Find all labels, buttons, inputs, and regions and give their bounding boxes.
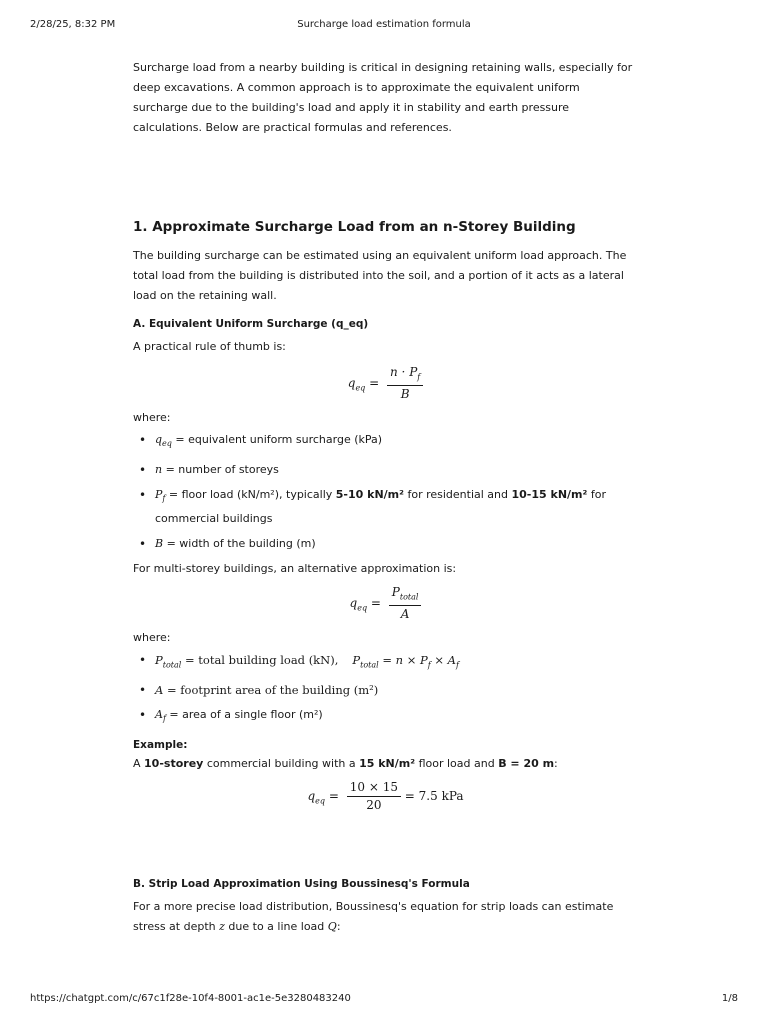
list-item: • A = footprint area of the building (m²) xyxy=(133,680,638,700)
where-label-1: where: xyxy=(133,411,171,425)
page-number: 1/8 xyxy=(721,993,738,1004)
list-item: • $A_f$ = area of a single floor (m²) xyxy=(133,705,638,729)
rule-of-thumb-text: A practical rule of thumb is: xyxy=(133,340,286,353)
equation-2: $q_{eq}$ = $\frac{P_{total}}{A}$ xyxy=(133,585,638,622)
list-item: • $q_{eq}$ = equivalent uniform surcharge (kPa) xyxy=(133,430,638,454)
variable-list-2 xyxy=(133,650,638,729)
section-1-paragraph: The building surcharge can be estimated using an equivalent uniform load approach. The total load from the building is distributed into the soil, and a portion of it acts as a lateral load on the retaining wall. xyxy=(133,249,627,302)
eq2-fraction: $\frac{P_{total}}{A}$ xyxy=(389,585,422,622)
print-url: https://chatgpt.com/c/67c1f28e-10f4-8001-ac1e-5e3280483240 xyxy=(30,993,351,1004)
list-item: • $P_{total}$ = total building load (kN), $P_{total} = n \times P_f \times A_f$ xyxy=(133,650,638,675)
alternative-approximation-text: For multi-storey buildings, an alternative approximation is: xyxy=(133,561,457,575)
subsection-a-heading: A. Equivalent Uniform Surcharge (q_eq) xyxy=(133,318,369,330)
eq1-fraction: $\frac{n \cdot P_f}{B}$ xyxy=(387,365,423,402)
example-text: A 10-storey commercial building with a 15 kN/m² floor load and B = 20 m: xyxy=(133,756,558,770)
list-item: • B = width of the building (m) xyxy=(133,534,638,554)
print-datetime: 2/28/25, 8:32 PM xyxy=(30,19,116,30)
subsection-b-paragraph: For a more precise load distribution, Boussinesq's equation for strip loads can estimate stress at depth z due to a line load Q: xyxy=(133,899,614,933)
list-item: • n = number of storeys xyxy=(133,460,638,480)
eq1-lhs: $q_{eq}$ xyxy=(347,376,366,393)
eq3-fraction: $\frac{10 \times 15}{20}$ xyxy=(347,780,401,813)
document-body xyxy=(133,58,638,937)
section-1-heading: 1. Approximate Surcharge Load from an n-Storey Building xyxy=(133,219,576,235)
variable-list-1 xyxy=(133,430,638,553)
eq3-result: = 7.5 kPa xyxy=(404,788,464,803)
example-label: Example: xyxy=(133,738,188,751)
intro-paragraph: Surcharge load from a nearby building is critical in designing retaining walls, especially for deep excavations. A common approach is to approximate the equivalent uniform surcharge due to the building's load and apply it in stability and earth pressure calculations. Below are practical formulas and references. xyxy=(133,61,633,134)
print-page-title: Surcharge load estimation formula xyxy=(297,19,471,30)
equation-3: $q_{eq}$ = $\frac{10 \times 15}{20}$ = 7.5 kPa xyxy=(307,779,464,812)
where-label-2: where: xyxy=(133,631,171,645)
list-item: • $P_f$ = floor load (kN/m²), typically 5-10 kN/m² for residential and 10-15 kN/m² for commercial buildings xyxy=(133,485,638,529)
subsection-b-heading: B. Strip Load Approximation Using Boussinesq's Formula xyxy=(133,877,470,890)
equation-1: $q_{eq}$ = $\frac{n \cdot P_f}{B}$ xyxy=(133,365,638,402)
